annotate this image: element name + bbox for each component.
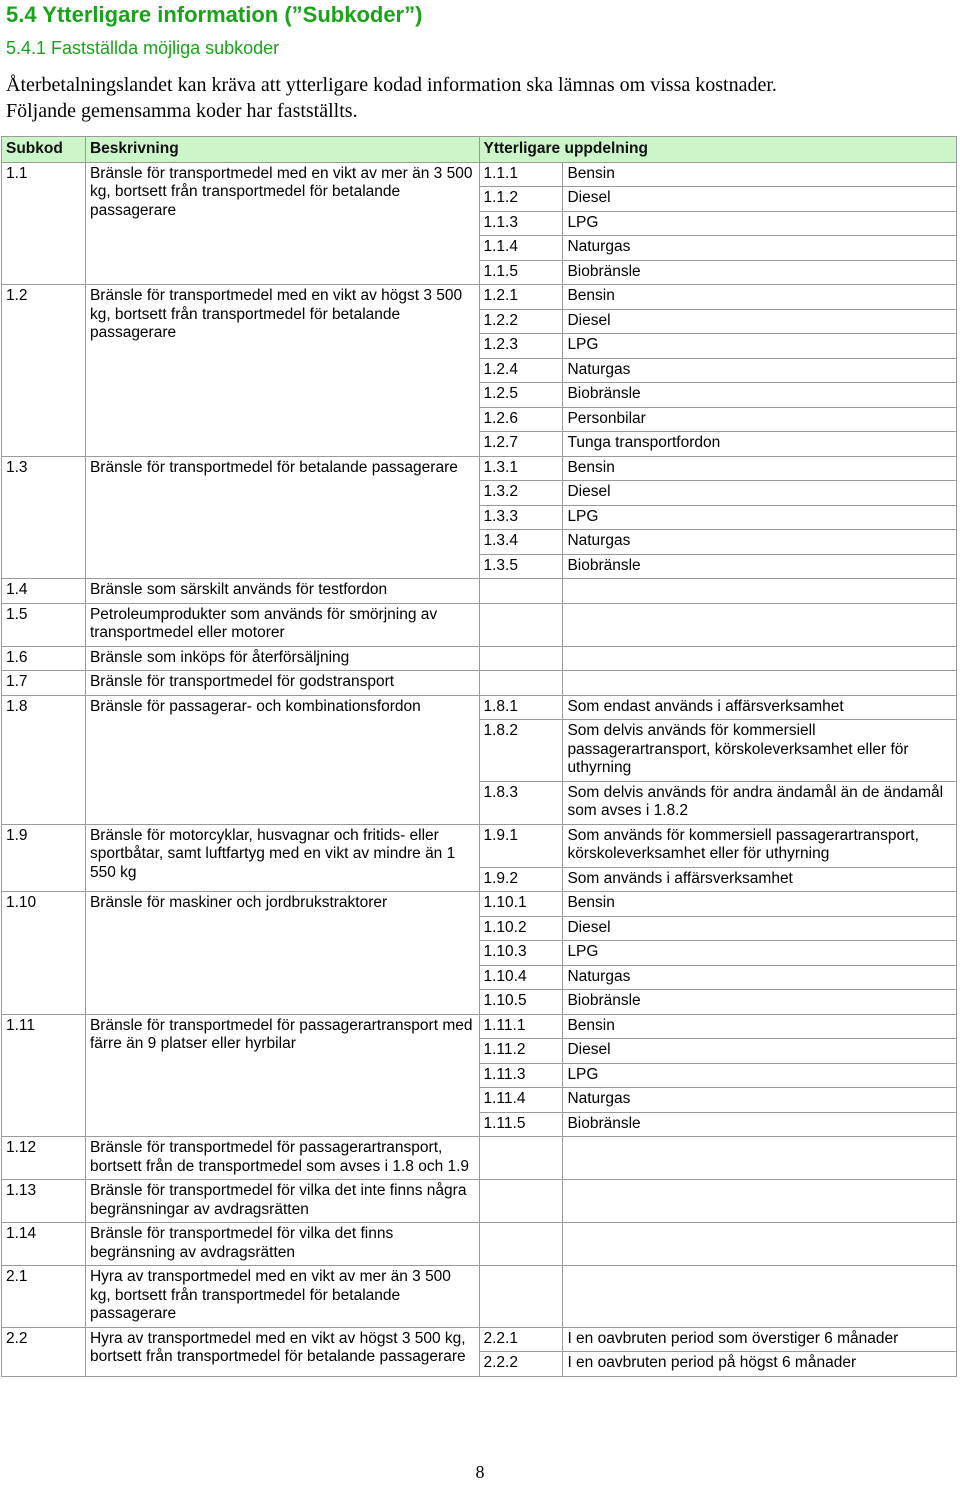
beskrivning-cell: Hyra av transportmedel med en vikt av högst 3 500 kg, bortsett från transportmedel för betalande passagerare [85,1327,479,1376]
table-row [2,824,957,867]
subcode-text-cell: LPG [563,211,957,236]
subcode-text-cell [563,1137,957,1180]
page-number: 8 [475,1462,485,1482]
table-row [2,1327,957,1352]
intro-line-2: Följande gemensamma koder har fastställts. [6,100,358,122]
subcode-cell: 1.10.2 [479,916,563,941]
table-row [2,456,957,481]
subcode-cell [479,603,563,646]
subkod-cell: 1.8 [2,695,86,824]
subkod-cell: 1.10 [2,892,86,1015]
subcode-text-cell [563,603,957,646]
subcode-cell: 1.10.5 [479,990,563,1015]
table-header-row [2,137,957,163]
beskrivning-cell: Bränsle för maskiner och jordbrukstraktorer [85,892,479,1015]
subcode-cell: 1.11.5 [479,1112,563,1137]
subkod-cell: 1.2 [2,285,86,457]
table-row [2,1180,957,1223]
subcode-text-cell: Personbilar [563,407,957,432]
table-row [2,671,957,696]
beskrivning-cell: Bränsle som särskilt används för testfordon [85,579,479,604]
subcode-text-cell: I en oavbruten period på högst 6 månader [563,1352,957,1377]
subcode-text-cell: I en oavbruten period som överstiger 6 månader [563,1327,957,1352]
table-row [2,285,957,310]
subcode-cell: 1.2.5 [479,383,563,408]
subcode-text-cell: Diesel [563,309,957,334]
beskrivning-cell: Hyra av transportmedel med en vikt av mer än 3 500 kg, bortsett från transportmedel för betalande passagerare [85,1266,479,1328]
subcode-cell: 1.8.1 [479,695,563,720]
beskrivning-cell: Bränsle för transportmedel med en vikt av högst 3 500 kg, bortsett från transportmedel för betalande passagerare [85,285,479,457]
beskrivning-cell: Bränsle för transportmedel för betalande passagerare [85,456,479,579]
subcode-cell [479,1137,563,1180]
table-row [2,1137,957,1180]
table-body [2,162,957,1376]
subcode-cell: 1.3.3 [479,505,563,530]
subkod-cell: 1.14 [2,1223,86,1266]
beskrivning-cell: Bränsle för transportmedel för passagerartransport, bortsett från de transportmedel som avses i 1.8 och 1.9 [85,1137,479,1180]
subsection-heading: 5.4.1 Fastställda möjliga subkoder [6,38,280,58]
table-row [2,695,957,720]
subcode-cell: 1.1.3 [479,211,563,236]
subcode-text-cell: LPG [563,334,957,359]
subcode-cell: 1.2.7 [479,432,563,457]
subcode-cell: 1.10.3 [479,941,563,966]
subcode-cell: 1.1.4 [479,236,563,261]
subcode-text-cell: Som delvis används för andra ändamål än de ändamål som avses i 1.8.2 [563,781,957,824]
table-row [2,1014,957,1039]
beskrivning-cell: Bränsle för transportmedel med en vikt av mer än 3 500 kg, bortsett från transportmedel för betalande passagerare [85,162,479,285]
subkod-cell: 1.13 [2,1180,86,1223]
table-row [2,162,957,187]
subkod-cell: 1.9 [2,824,86,892]
subcode-cell [479,1223,563,1266]
subcode-text-cell: Naturgas [563,236,957,261]
subcode-cell [479,1180,563,1223]
subcode-text-cell: Biobränsle [563,990,957,1015]
beskrivning-cell: Petroleumprodukter som används för smörjning av transportmedel eller motorer [85,603,479,646]
subcode-cell: 2.2.2 [479,1352,563,1377]
beskrivning-cell: Bränsle för transportmedel för godstransport [85,671,479,696]
header-ytterligare-uppdelning: Ytterligare uppdelning [479,137,957,163]
subcode-text-cell: Bensin [563,162,957,187]
subcode-cell: 1.1.2 [479,187,563,212]
subcode-text-cell: Diesel [563,916,957,941]
beskrivning-cell: Bränsle för transportmedel för vilka det finns begränsning av avdragsrätten [85,1223,479,1266]
subcode-text-cell: Som delvis används för kommersiell passagerartransport, körskoleverksamhet eller för uthyrning [563,720,957,782]
subcode-cell: 1.10.4 [479,965,563,990]
subcode-text-cell: Diesel [563,1039,957,1064]
header-beskrivning: Beskrivning [85,137,479,163]
subcode-cell: 1.11.1 [479,1014,563,1039]
subcode-cell: 1.3.5 [479,554,563,579]
table-row [2,892,957,917]
header-subkod: Subkod [2,137,86,163]
subcode-text-cell: Biobränsle [563,383,957,408]
subkod-cell: 1.4 [2,579,86,604]
subcode-cell: 1.11.4 [479,1088,563,1113]
subcode-text-cell: LPG [563,505,957,530]
beskrivning-cell: Bränsle som inköps för återförsäljning [85,646,479,671]
subcode-text-cell [563,671,957,696]
subkod-cell: 1.1 [2,162,86,285]
section-heading: 5.4 Ytterligare information (”Subkoder”) [6,2,423,27]
table-row [2,579,957,604]
subkod-cell: 1.6 [2,646,86,671]
beskrivning-cell: Bränsle för motorcyklar, husvagnar och fritids- eller sportbåtar, samt luftfartyg med en vikt av mindre än 1 550 kg [85,824,479,892]
subcode-text-cell: Naturgas [563,530,957,555]
subcode-cell: 1.1.1 [479,162,563,187]
subcode-cell: 1.11.3 [479,1063,563,1088]
beskrivning-cell: Bränsle för passagerar- och kombinationsfordon [85,695,479,824]
subcode-cell: 1.3.4 [479,530,563,555]
subcode-cell: 1.9.1 [479,824,563,867]
subcode-text-cell [563,1223,957,1266]
subkod-cell: 1.11 [2,1014,86,1137]
subcode-cell [479,646,563,671]
table-row [2,603,957,646]
subcode-cell: 1.2.3 [479,334,563,359]
subcode-cell: 1.2.1 [479,285,563,310]
subcode-table [1,136,957,1377]
subcode-text-cell: Bensin [563,892,957,917]
subkod-cell: 2.2 [2,1327,86,1376]
subcode-text-cell: Biobränsle [563,260,957,285]
subcode-cell: 1.8.2 [479,720,563,782]
subcode-text-cell: Diesel [563,187,957,212]
subkod-cell: 1.12 [2,1137,86,1180]
subcode-cell: 1.2.4 [479,358,563,383]
subcode-cell: 1.2.2 [479,309,563,334]
beskrivning-cell: Bränsle för transportmedel för vilka det inte finns några begränsningar av avdragsrätten [85,1180,479,1223]
subkod-cell: 2.1 [2,1266,86,1328]
subcode-cell: 1.3.2 [479,481,563,506]
subcode-text-cell: Biobränsle [563,1112,957,1137]
subcode-text-cell: Naturgas [563,358,957,383]
beskrivning-cell: Bränsle för transportmedel för passagerartransport med färre än 9 platser eller hyrbilar [85,1014,479,1137]
subcode-text-cell: Naturgas [563,1088,957,1113]
table-row [2,646,957,671]
subkod-cell: 1.3 [2,456,86,579]
subkod-cell: 1.5 [2,603,86,646]
subcode-text-cell: Bensin [563,456,957,481]
subcode-text-cell: Som används i affärsverksamhet [563,867,957,892]
subcode-cell: 2.2.1 [479,1327,563,1352]
subcode-cell: 1.3.1 [479,456,563,481]
subcode-text-cell: Som används för kommersiell passagerartransport, körskoleverksamhet eller för uthyrning [563,824,957,867]
subcode-cell [479,671,563,696]
subcode-text-cell: LPG [563,1063,957,1088]
subcode-text-cell: Biobränsle [563,554,957,579]
subcode-cell: 1.10.1 [479,892,563,917]
subcode-text-cell: Diesel [563,481,957,506]
subcode-text-cell: LPG [563,941,957,966]
subcode-cell [479,579,563,604]
intro-line-1: Återbetalningslandet kan kräva att ytterligare kodad information ska lämnas om vissa kostnader. [6,74,777,96]
subcode-text-cell [563,1266,957,1328]
subcode-text-cell [563,1180,957,1223]
subcode-text-cell [563,579,957,604]
table-row [2,1223,957,1266]
subcode-text-cell: Bensin [563,1014,957,1039]
subcode-text-cell [563,646,957,671]
subcode-cell: 1.8.3 [479,781,563,824]
intro-paragraph [6,72,946,124]
subcode-text-cell: Naturgas [563,965,957,990]
table-row [2,1266,957,1328]
subcode-cell: 1.9.2 [479,867,563,892]
subcode-cell [479,1266,563,1328]
subkod-cell: 1.7 [2,671,86,696]
subcode-text-cell: Tunga transportfordon [563,432,957,457]
subcode-text-cell: Som endast används i affärsverksamhet [563,695,957,720]
subcode-cell: 1.2.6 [479,407,563,432]
subcode-cell: 1.11.2 [479,1039,563,1064]
subcode-cell: 1.1.5 [479,260,563,285]
subcode-text-cell: Bensin [563,285,957,310]
